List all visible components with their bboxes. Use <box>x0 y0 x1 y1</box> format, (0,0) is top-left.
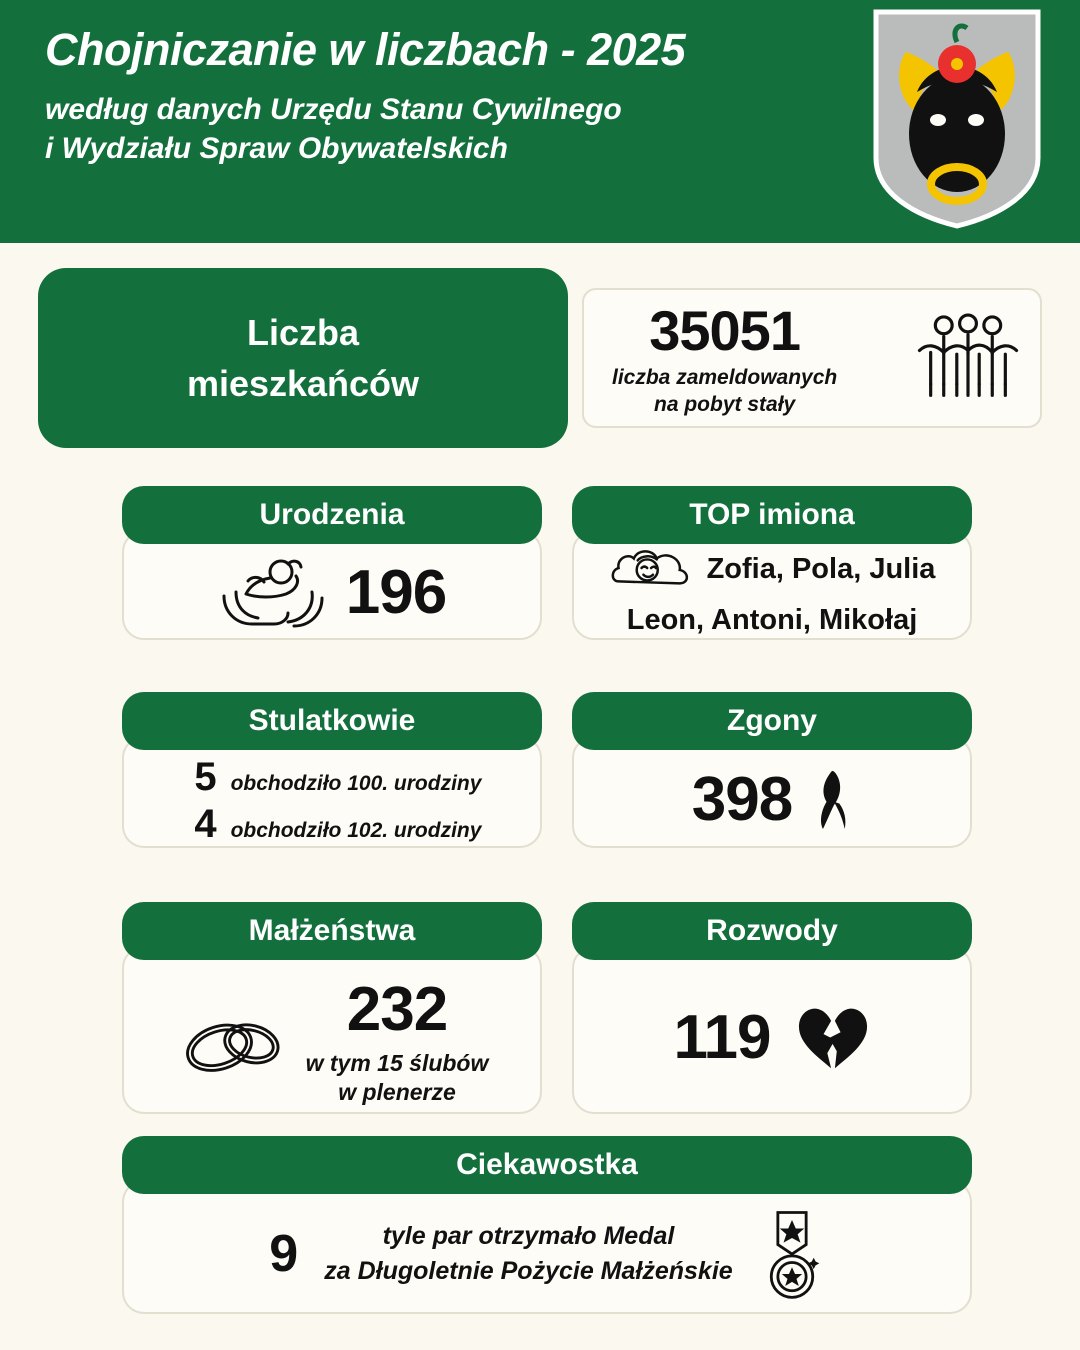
card-fun-fact-value: 9 <box>269 1225 299 1283</box>
card-fun-fact-text-line1: tyle par otrzymało Medal <box>382 1222 675 1250</box>
residents-desc-line2: na pobyt stały <box>654 392 796 416</box>
card-divorces-value: 119 <box>673 1002 771 1072</box>
card-fun-fact-text-line2: za Długoletnie Pożycie Małżeńskie <box>324 1257 733 1285</box>
centenarian-row <box>183 755 482 800</box>
card-fun-fact-header <box>122 1136 972 1194</box>
centenarian-value: 5 <box>194 755 217 799</box>
baby-in-hands-icon <box>218 552 328 632</box>
card-top-names-boys: Leon, Antoni, Mikołaj <box>626 603 918 636</box>
card-fun-fact-body <box>122 1180 972 1314</box>
card-top-names-header <box>572 486 972 544</box>
card-marriages-value: 232 <box>346 974 448 1044</box>
card-marriages-sub-line1: w tym 15 ślubów <box>305 1049 489 1076</box>
residents-label-line1: Liczba <box>246 311 359 353</box>
broken-heart-icon <box>795 1002 871 1072</box>
card-births-value: 196 <box>345 557 447 627</box>
card-marriages-body <box>122 946 542 1114</box>
header-subtitle-line2: i Wydziału Spraw Obywatelskich <box>45 132 508 166</box>
card-marriages <box>122 902 542 1114</box>
card-deaths-header <box>572 692 972 750</box>
centenarian-value: 4 <box>194 802 217 846</box>
sleeping-baby-icon <box>609 543 695 595</box>
card-births-title: Urodzenia <box>259 498 405 531</box>
card-top-names-body <box>572 530 972 640</box>
card-deaths-title: Zgony <box>727 704 817 737</box>
card-fun-fact-title: Ciekawostka <box>456 1148 638 1181</box>
page-title: Chojniczanie w liczbach - 2025 <box>45 24 686 75</box>
black-ribbon-icon <box>812 767 852 831</box>
card-marriages-sub-line2: w plenerze <box>338 1078 456 1105</box>
family-group-icon <box>912 311 1024 405</box>
residents-desc-line1: liczba zameldowanych <box>612 366 838 390</box>
bull-head-crest-icon <box>872 8 1042 230</box>
residents-label-panel <box>38 268 568 448</box>
header <box>0 0 1080 243</box>
centenarian-text: obchodziło 102. urodziny <box>230 819 482 842</box>
card-top-names <box>572 486 972 640</box>
card-marriages-header <box>122 902 542 960</box>
centenarian-text: obchodziło 100. urodziny <box>230 772 482 795</box>
card-divorces-body <box>572 946 972 1114</box>
residents-label-line2: mieszkańców <box>186 363 420 404</box>
residents-value: 35051 <box>649 299 800 363</box>
card-top-names-title: TOP imiona <box>689 498 855 531</box>
card-deaths <box>572 692 972 848</box>
card-centenarians-body <box>122 736 542 848</box>
residents-value-panel <box>582 288 1042 428</box>
residents-row <box>38 268 1042 448</box>
header-subtitle-line1: według danych Urzędu Stanu Cywilnego <box>45 92 622 126</box>
card-births <box>122 486 542 640</box>
card-centenarians-header <box>122 692 542 750</box>
card-births-body <box>122 530 542 640</box>
wedding-rings-icon <box>176 1001 292 1079</box>
card-centenarians-title: Stulatkowie <box>248 704 416 737</box>
card-top-names-girls: Zofia, Pola, Julia <box>706 552 936 585</box>
centenarian-row <box>183 802 482 847</box>
medal-icon <box>759 1206 825 1302</box>
card-divorces-title: Rozwody <box>706 914 838 947</box>
card-deaths-value: 398 <box>691 764 793 834</box>
card-births-header <box>122 486 542 544</box>
card-centenarians <box>122 692 542 848</box>
card-marriages-title: Małżeństwa <box>248 914 416 947</box>
card-fun-fact <box>122 1136 972 1314</box>
card-divorces-header <box>572 902 972 960</box>
card-divorces <box>572 902 972 1114</box>
card-deaths-body <box>572 736 972 848</box>
